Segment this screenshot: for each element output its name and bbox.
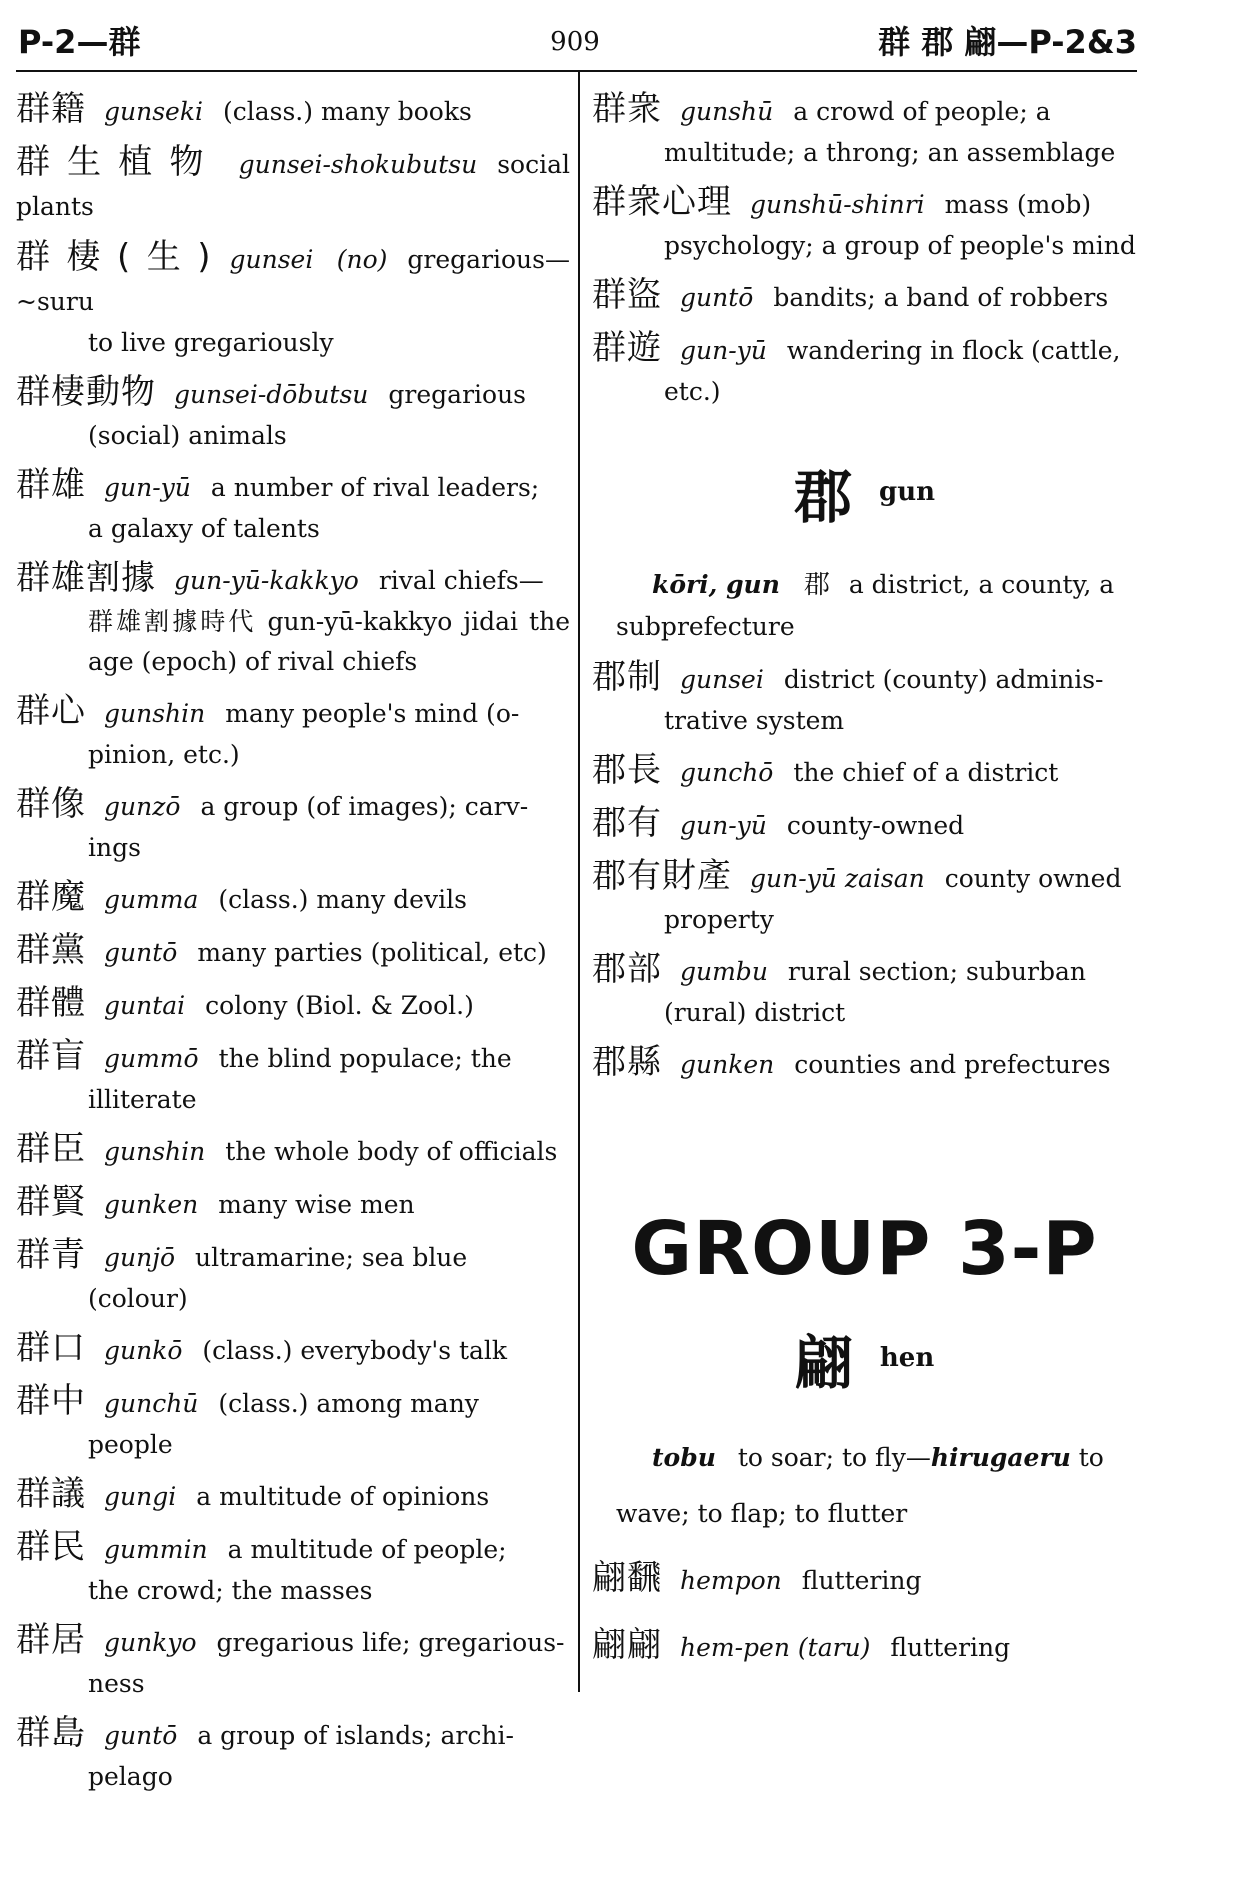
entry-kanji: 群臣 bbox=[16, 1129, 86, 1169]
dictionary-entry bbox=[592, 274, 1137, 319]
dictionary-entry bbox=[592, 1550, 1137, 1609]
entry-definition: bandits; a band of robbers bbox=[773, 283, 1109, 312]
entry-continuation: people bbox=[88, 1430, 173, 1459]
entry-kanji: 群衆心理 bbox=[592, 182, 732, 222]
entry-romaji: guntai bbox=[104, 991, 186, 1020]
hen-reading-def-2: to bbox=[1078, 1443, 1104, 1472]
gun-reading: kōri, gun bbox=[652, 570, 780, 599]
dictionary-entry bbox=[592, 1041, 1137, 1086]
entry-kanji: 郡制 bbox=[592, 657, 662, 697]
dictionary-entry bbox=[16, 1526, 570, 1611]
entry-definition: counties and prefectures bbox=[794, 1050, 1111, 1079]
entry-kanji: 群衆 bbox=[592, 89, 662, 129]
entry-continuation: (social) animals bbox=[88, 421, 287, 450]
entry-romaji: gunsei-dōbutsu bbox=[174, 380, 369, 409]
entry-definition: a crowd of people; a bbox=[793, 97, 1051, 126]
entry-romaji: gungi bbox=[104, 1482, 177, 1511]
entry-romaji: gunshin bbox=[104, 699, 206, 728]
entry-definition: gregarious life; gregarious- bbox=[216, 1628, 565, 1657]
right-column bbox=[592, 88, 1137, 1684]
entry-definition: mass (mob) bbox=[944, 190, 1092, 219]
entry-kanji: 群盲 bbox=[16, 1036, 86, 1076]
gun-heading bbox=[592, 450, 1137, 534]
entry-romaji: gumma bbox=[104, 885, 199, 914]
entry-definition: fluttering bbox=[890, 1633, 1011, 1662]
entry-continuation: psychology; a group of people's mind bbox=[664, 231, 1136, 260]
entry-romaji: gumbu bbox=[680, 957, 768, 986]
gun-reading-cont: subprefecture bbox=[616, 612, 795, 641]
entry-definition: colony (Biol. & Zool.) bbox=[205, 991, 474, 1020]
hen-head-kanji: 翩 bbox=[794, 1329, 853, 1397]
entry-continuation: property bbox=[664, 905, 774, 934]
entry-kanji: 翩翩 bbox=[592, 1625, 662, 1665]
hen-reading-cont: wave; to flap; to flutter bbox=[616, 1499, 908, 1528]
entry-romaji: gunken bbox=[680, 1050, 775, 1079]
entry-continuation: multitude; a throng; an assemblage bbox=[664, 138, 1116, 167]
entry-romaji: gummō bbox=[104, 1044, 199, 1073]
dictionary-entry bbox=[16, 1234, 570, 1319]
entry-continuation: pelago bbox=[88, 1762, 173, 1791]
entry-romaji: hem-pen (taru) bbox=[680, 1633, 871, 1662]
dictionary-entry bbox=[592, 88, 1137, 173]
entry-romaji: gun-yū-kakkyo bbox=[174, 566, 359, 595]
entry-definition: a multitude of opinions bbox=[196, 1482, 490, 1511]
entry-romaji: gunkō bbox=[104, 1336, 183, 1365]
dictionary-entry bbox=[16, 371, 570, 456]
entry-definition: district (county) adminis- bbox=[783, 665, 1104, 694]
entry-romaji: guntō bbox=[104, 938, 178, 967]
dictionary-entry bbox=[16, 1327, 570, 1372]
hen-reading-entry bbox=[592, 1430, 1137, 1542]
entry-romaji: gun-yū bbox=[680, 811, 767, 840]
dictionary-entry bbox=[16, 557, 570, 682]
entry-romaji: gummin bbox=[104, 1535, 208, 1564]
page-number: 909 bbox=[550, 27, 600, 57]
entry-romaji: gunshū bbox=[680, 97, 774, 126]
entry-definition: rival chiefs— bbox=[378, 566, 544, 595]
right-top-entries bbox=[592, 88, 1137, 412]
dictionary-entry bbox=[16, 1128, 570, 1173]
entry-kanji: 群雄割據 bbox=[16, 558, 156, 598]
entry-continuation: illiterate bbox=[88, 1085, 197, 1114]
entry-definition: social plants bbox=[16, 150, 570, 221]
entry-definition: the blind populace; the bbox=[218, 1044, 512, 1073]
left-column bbox=[16, 88, 570, 1805]
dictionary-entry bbox=[592, 327, 1137, 412]
dictionary-entry bbox=[592, 1617, 1137, 1676]
entry-kanji: 翩飜 bbox=[592, 1558, 662, 1598]
dictionary-entry bbox=[16, 141, 570, 228]
group-title: GROUP 3-P bbox=[631, 1206, 1098, 1292]
entry-romaji: gunkyo bbox=[104, 1628, 197, 1657]
entry-kanji: 群議 bbox=[16, 1474, 86, 1514]
entry-romaji: gunchō bbox=[680, 758, 774, 787]
entry-definition: many people's mind (o- bbox=[225, 699, 520, 728]
entry-continuation: trative system bbox=[664, 706, 845, 735]
entry-kanji: 群中 bbox=[16, 1381, 86, 1421]
entry-kanji: 群黨 bbox=[16, 930, 86, 970]
entry-romaji: gunsei bbox=[680, 665, 764, 694]
dictionary-entry bbox=[16, 1712, 570, 1797]
entry-continuation: etc.) bbox=[664, 377, 721, 406]
entry-romaji: gunken bbox=[104, 1190, 199, 1219]
entry-continuation: a galaxy of talents bbox=[88, 514, 320, 543]
entry-romaji: guntō bbox=[680, 283, 754, 312]
dictionary-entry bbox=[592, 181, 1137, 266]
entry-romaji: gun-yū bbox=[680, 336, 767, 365]
entry-definition: county-owned bbox=[786, 811, 965, 840]
entry-definition: (class.) many devils bbox=[218, 885, 467, 914]
entry-continuation: ness bbox=[88, 1669, 145, 1698]
entry-kanji: 群心 bbox=[16, 691, 86, 731]
entry-kanji: 群雄 bbox=[16, 465, 86, 505]
entry-kanji: 郡部 bbox=[592, 949, 662, 989]
dictionary-entry bbox=[16, 1473, 570, 1518]
dictionary-entry bbox=[16, 88, 570, 133]
entry-definition: (class.) among many bbox=[218, 1389, 479, 1418]
entry-kanji: 郡有 bbox=[592, 803, 662, 843]
entry-continuation: pinion, etc.) bbox=[88, 740, 240, 769]
entry-romaji: gunseki bbox=[104, 97, 203, 126]
entry-definition: a group of islands; archi- bbox=[197, 1721, 514, 1750]
entry-kanji: 群像 bbox=[16, 784, 86, 824]
entry-kanji: 群遊 bbox=[592, 328, 662, 368]
dictionary-entry bbox=[592, 656, 1137, 741]
dictionary-entry bbox=[16, 236, 570, 363]
hen-heading bbox=[592, 1316, 1137, 1400]
dictionary-entry bbox=[16, 1181, 570, 1226]
entry-romaji: gunshin bbox=[104, 1137, 206, 1166]
dictionary-entry bbox=[592, 855, 1137, 940]
entry-definition: wandering in flock (cattle, bbox=[786, 336, 1121, 365]
dictionary-entry bbox=[16, 464, 570, 549]
entry-romaji: gunzō bbox=[104, 792, 181, 821]
entry-continuation: (rural) district bbox=[664, 998, 846, 1027]
entry-kanji: 群賢 bbox=[16, 1182, 86, 1222]
entry-continuation: ings bbox=[88, 833, 141, 862]
entry-kanji: 群棲動物 bbox=[16, 372, 156, 412]
entry-kanji: 群民 bbox=[16, 1527, 86, 1567]
entry-romaji: gunsei (no) bbox=[229, 245, 388, 274]
hen-head-reading: hen bbox=[879, 1343, 935, 1373]
dictionary-entry bbox=[16, 1035, 570, 1120]
entry-romaji: gunjō bbox=[104, 1243, 176, 1272]
entry-definition: a multitude of people; bbox=[227, 1535, 507, 1564]
gun-reading-def: a district, a county, a bbox=[848, 570, 1115, 599]
hen-reading-1: tobu bbox=[652, 1443, 716, 1472]
entry-definition: rural section; suburban bbox=[787, 957, 1086, 986]
entry-kanji: 群青 bbox=[16, 1235, 86, 1275]
entry-romaji: gunshū-shinri bbox=[750, 190, 925, 219]
entry-kanji: 群口 bbox=[16, 1328, 86, 1368]
dictionary-entry bbox=[592, 749, 1137, 794]
dictionary-entry bbox=[592, 948, 1137, 1033]
column-divider bbox=[578, 72, 580, 1692]
entry-definition: the whole body of officials bbox=[225, 1137, 558, 1166]
header-left: P-2—群 bbox=[18, 23, 141, 61]
entry-definition: (class.) everybody's talk bbox=[202, 1336, 508, 1365]
header-rule bbox=[16, 70, 1137, 72]
entry-definition: many parties (political, etc) bbox=[197, 938, 547, 967]
dictionary-entry bbox=[592, 802, 1137, 847]
dictionary-entry bbox=[16, 982, 570, 1027]
entry-definition: a group (of images); carv- bbox=[200, 792, 529, 821]
entry-kanji: 郡長 bbox=[592, 750, 662, 790]
entry-kanji: 郡有財產 bbox=[592, 856, 732, 896]
entry-definition: ultramarine; sea blue bbox=[195, 1243, 468, 1272]
entry-romaji: gun-yū zaisan bbox=[750, 864, 925, 893]
entry-continuation: (colour) bbox=[88, 1284, 188, 1313]
entry-romaji: gun-yū bbox=[104, 473, 191, 502]
entry-definition: county owned bbox=[944, 864, 1122, 893]
gun-entries bbox=[592, 656, 1137, 1086]
entry-continuation: the crowd; the masses bbox=[88, 1576, 373, 1605]
entry-definition: gregarious bbox=[388, 380, 527, 409]
entry-romaji: hempon bbox=[680, 1566, 782, 1595]
entry-kanji: 群魔 bbox=[16, 877, 86, 917]
entry-definition: a number of rival leaders; bbox=[210, 473, 540, 502]
gun-head-kanji: 郡 bbox=[793, 463, 852, 531]
entry-kanji: 郡縣 bbox=[592, 1042, 662, 1082]
dictionary-entry bbox=[16, 690, 570, 775]
entry-definition: gregarious—~suru bbox=[16, 245, 570, 316]
hen-reading-def-1: to soar; to fly— bbox=[737, 1443, 931, 1472]
dictionary-entry bbox=[16, 929, 570, 974]
entry-kanji: 群盜 bbox=[592, 275, 662, 315]
gun-head-reading: gun bbox=[879, 477, 936, 507]
entry-definition: many wise men bbox=[218, 1190, 415, 1219]
entry-kanji: 群居 bbox=[16, 1620, 86, 1660]
entry-kanji: 群島 bbox=[16, 1713, 86, 1753]
entry-kanji: 群棲(生) bbox=[16, 237, 212, 277]
dictionary-entry bbox=[16, 1619, 570, 1704]
hen-entries bbox=[592, 1550, 1137, 1676]
header-right: 群 郡 翩—P-2&3 bbox=[878, 23, 1137, 61]
entry-kanji: 群生植物 bbox=[16, 142, 221, 182]
entry-definition: (class.) many books bbox=[222, 97, 472, 126]
entry-definition: fluttering bbox=[801, 1566, 922, 1595]
gun-reading-kanji: 郡 bbox=[803, 570, 831, 600]
entry-continuation: 群雄割據時代 gun-yū-kakkyo jidai the age (epoch) of rival chiefs bbox=[88, 607, 570, 676]
entry-romaji: gunsei-shokubutsu bbox=[238, 150, 478, 179]
dictionary-entry bbox=[16, 1380, 570, 1465]
entry-kanji: 群體 bbox=[16, 983, 86, 1023]
entry-definition: the chief of a district bbox=[793, 758, 1059, 787]
entry-romaji: guntō bbox=[104, 1721, 178, 1750]
dictionary-entry bbox=[16, 783, 570, 868]
entry-kanji: 群籍 bbox=[16, 89, 86, 129]
hen-reading-2: hirugaeru bbox=[930, 1443, 1071, 1472]
dictionary-entry bbox=[16, 876, 570, 921]
entry-romaji: gunchū bbox=[104, 1389, 199, 1418]
gun-reading-entry bbox=[592, 564, 1137, 648]
entry-continuation: to live gregariously bbox=[88, 328, 334, 357]
